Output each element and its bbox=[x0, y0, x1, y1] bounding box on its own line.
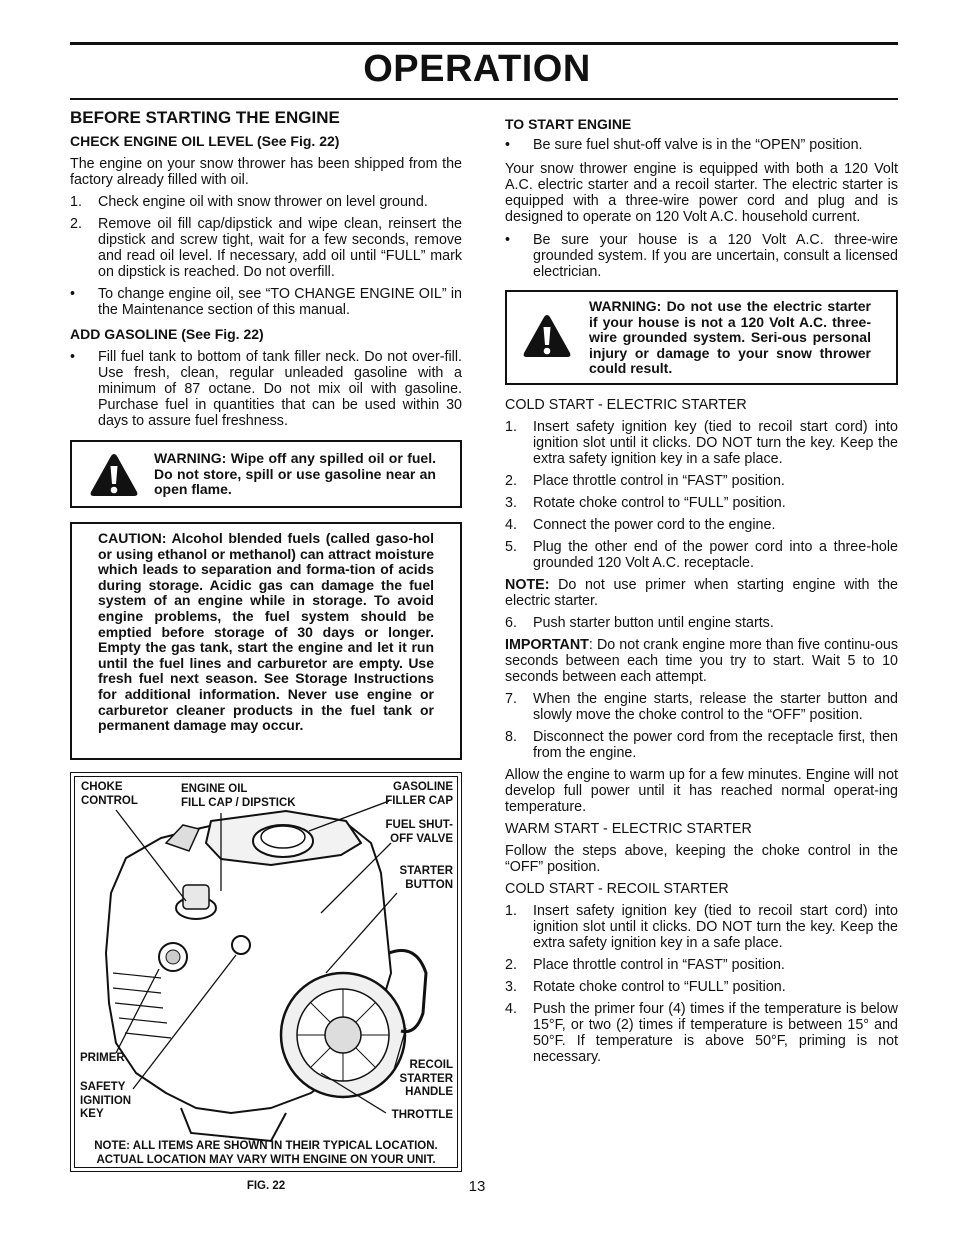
left-column bbox=[70, 110, 462, 435]
note-line: ACTUAL LOCATION MAY VARY WITH ENGINE ON YOUR UNIT. bbox=[96, 1154, 436, 1166]
caution-text: CAUTION: Alcohol blended fuels (called gaso-hol or using ethanol or methanol) can attract moisture which leads to separation and forma-tion of acids during storage. Acidic gas can damage the fuel system of an engine while in storage. To avoid engine problems, the fuel system should be emptied before storage of 30 days or longer. Empty the gas tank, start the engine and let it run until the fuel lines and carburetor are empty. Use fresh fuel next season. See Storage Instructions for additional information. Never use engine or carburetor cleaner products in the fuel tank or permanent damage may occur. bbox=[98, 530, 434, 734]
list-marker: • bbox=[70, 286, 76, 302]
page-number: 13 bbox=[468, 1178, 486, 1195]
label-choke-control bbox=[81, 781, 138, 808]
list-text: Insert safety ignition key (tied to recoil start cord) into ignition slot until it clicks. DO NOT turn the key. Keep the extra safety ignition key in a safe place. bbox=[533, 419, 898, 467]
list-text: Rotate choke control to “FULL” position. bbox=[533, 979, 786, 995]
ignition-key-shape bbox=[232, 936, 250, 954]
label-line: IGNITION bbox=[80, 1094, 132, 1107]
cold-recoil-step-3 bbox=[505, 979, 898, 995]
right-column-bottom bbox=[505, 397, 898, 1071]
list-text: Be sure fuel shut-off valve is in the “OPEN” position. bbox=[533, 137, 863, 153]
figure-note bbox=[71, 1139, 461, 1167]
fuel-valve-bullet bbox=[505, 137, 898, 153]
list-text: Rotate choke control to “FULL” position. bbox=[533, 495, 786, 511]
warning-text: WARNING: Do not use the electric starter if your house is not a 120 Volt A.C. three-wire grounded system. Seri-ous personal injury or damage to your snow thrower could result. bbox=[589, 298, 871, 377]
label-line: KEY bbox=[80, 1108, 104, 1121]
start-heading: TO START ENGINE bbox=[505, 116, 632, 132]
title-underline bbox=[70, 98, 898, 100]
list-marker: 3. bbox=[505, 979, 517, 995]
cold-electric-step-8 bbox=[505, 729, 898, 761]
label-line: OFF VALVE bbox=[390, 832, 453, 845]
label-line: FILLER CAP bbox=[385, 794, 453, 807]
figure-caption: FIG. 22 bbox=[246, 1180, 286, 1192]
warning-triangle-icon bbox=[521, 312, 573, 360]
label-line: FILL CAP / DIPSTICK bbox=[181, 796, 296, 809]
list-marker: 2. bbox=[70, 216, 82, 232]
list-marker: 5. bbox=[505, 539, 517, 555]
list-marker: 8. bbox=[505, 729, 517, 745]
list-marker: • bbox=[70, 349, 76, 365]
important-label: IMPORTANT bbox=[505, 637, 589, 653]
oil-heading: CHECK ENGINE OIL LEVEL (See Fig. 22) bbox=[70, 133, 340, 149]
label-line: STARTER bbox=[399, 865, 453, 877]
label-line: CONTROL bbox=[81, 794, 138, 807]
cold-recoil-step-2 bbox=[505, 957, 898, 973]
warning-box-fuel bbox=[70, 440, 462, 508]
list-text: Remove oil fill cap/dipstick and wipe clean, reinsert the dipstick and screw tight, wait for a few seconds, remove and read oil level. If necessary, add oil until “FULL” mark on dipstick is reached. Do not overfill. bbox=[98, 216, 462, 280]
list-text: Place throttle control in “FAST” position. bbox=[533, 957, 785, 973]
caution-box bbox=[70, 522, 462, 760]
oil-step-1 bbox=[70, 194, 462, 210]
list-text: Push the primer four (4) times if the temperature is below 15°F, or two (2) times if temperature is between 15° and 50°F. If temperature is above 50°F, priming is not necessary. bbox=[533, 1001, 898, 1065]
gas-bullet bbox=[70, 349, 462, 429]
important-text: : Do not crank engine more than five continu-ous seconds between each time you try to start. Wait 5 to 10 seconds between each attempt. bbox=[505, 637, 898, 685]
note-line: NOTE: ALL ITEMS ARE SHOWN IN THEIR TYPICAL LOCATION. bbox=[94, 1140, 438, 1152]
cold-electric-step-4 bbox=[505, 517, 898, 533]
figure-22-box bbox=[70, 772, 462, 1172]
list-text: Be sure your house is a 120 Volt A.C. three-wire grounded system. If you are uncertain, consult a licensed electrician. bbox=[533, 232, 898, 280]
warm-heading: WARM START - ELECTRIC STARTER bbox=[505, 821, 752, 837]
list-text: Check engine oil with snow thrower on level ground. bbox=[98, 194, 428, 210]
warning-box-electric bbox=[505, 290, 898, 385]
list-text: When the engine starts, release the starter button and slowly move the choke control to the “OFF” position. bbox=[533, 691, 898, 723]
warmup-text: Allow the engine to warm up for a few minutes. Engine will not develop full power until it has reached normal operat-ing temperature. bbox=[505, 767, 898, 815]
right-column-top bbox=[505, 116, 898, 286]
warning-triangle-icon bbox=[88, 451, 140, 499]
list-marker: 4. bbox=[505, 517, 517, 533]
important-note bbox=[505, 637, 898, 685]
label-primer: PRIMER bbox=[80, 1052, 125, 1064]
label-line: BUTTON bbox=[405, 878, 453, 891]
list-marker: 1. bbox=[505, 419, 517, 435]
list-text: Connect the power cord to the engine. bbox=[533, 517, 776, 533]
label-line: FUEL SHUT- bbox=[385, 819, 453, 831]
label-line: STARTER bbox=[399, 1072, 453, 1085]
primer-note bbox=[505, 577, 898, 609]
list-marker: 1. bbox=[70, 194, 82, 210]
cold-recoil-step-1 bbox=[505, 903, 898, 951]
section-title: BEFORE STARTING THE ENGINE bbox=[70, 108, 340, 127]
list-marker: 1. bbox=[505, 903, 517, 919]
list-text: Push starter button until engine starts. bbox=[533, 615, 774, 631]
cold-recoil-heading: COLD START - RECOIL STARTER bbox=[505, 881, 729, 897]
list-marker: 7. bbox=[505, 691, 517, 707]
list-text: Fill fuel tank to bottom of tank filler neck. Do not over-fill. Use fresh, clean, regular unleaded gasoline with a minimum of 87 octane. Do not mix oil with gasoline. Purchase fuel in quantities that can be used within 30 days to assure fuel freshness. bbox=[98, 349, 462, 429]
label-recoil-starter-handle bbox=[400, 1059, 453, 1100]
oil-change-bullet bbox=[70, 286, 462, 318]
note-text: Do not use primer when starting engine with the electric starter. bbox=[505, 577, 898, 609]
label-starter-button bbox=[400, 865, 453, 892]
cold-recoil-step-4 bbox=[505, 1001, 898, 1065]
cold-electric-step-2 bbox=[505, 473, 898, 489]
cold-electric-step-1 bbox=[505, 419, 898, 467]
list-marker: 2. bbox=[505, 957, 517, 973]
label-line: CHOKE bbox=[81, 781, 123, 793]
top-rule bbox=[70, 42, 898, 45]
label-line: ENGINE OIL bbox=[181, 783, 248, 795]
label-gasoline-filler-cap bbox=[385, 781, 453, 808]
label-line: GASOLINE bbox=[392, 781, 453, 793]
list-marker: 3. bbox=[505, 495, 517, 511]
gas-heading: ADD GASOLINE (See Fig. 22) bbox=[70, 326, 264, 342]
house-bullet bbox=[505, 232, 898, 280]
label-engine-oil bbox=[181, 783, 296, 810]
list-text: Place throttle control in “FAST” position. bbox=[533, 473, 785, 489]
oil-step-2 bbox=[70, 216, 462, 280]
list-marker: • bbox=[505, 137, 511, 153]
list-text: To change engine oil, see “TO CHANGE ENGINE OIL” in the Maintenance section of this manual. bbox=[98, 286, 462, 318]
cold-electric-step-7 bbox=[505, 691, 898, 723]
label-line: HANDLE bbox=[405, 1086, 453, 1099]
list-marker: • bbox=[505, 232, 511, 248]
cold-electric-step-3 bbox=[505, 495, 898, 511]
label-fuel-shutoff-valve bbox=[385, 819, 453, 846]
warning-text: WARNING: Wipe off any spilled oil or fuel. Do not store, spill or use gasoline near an open flame. bbox=[154, 450, 436, 498]
page-title: OPERATION bbox=[363, 48, 591, 90]
warm-text: Follow the steps above, keeping the choke control in the “OFF” position. bbox=[505, 843, 898, 875]
list-text: Plug the other end of the power cord into a three-hole grounded 120 Volt A.C. receptacle. bbox=[533, 539, 898, 571]
label-throttle: THROTTLE bbox=[391, 1109, 453, 1121]
note-label: NOTE: bbox=[505, 577, 550, 593]
cold-electric-step-6 bbox=[505, 615, 898, 631]
cold-electric-step-5 bbox=[505, 539, 898, 571]
label-line: SAFETY bbox=[80, 1081, 126, 1093]
label-line: RECOIL bbox=[409, 1059, 453, 1071]
list-text: Disconnect the power cord from the receptacle first, then from the engine. bbox=[533, 729, 898, 761]
oil-intro: The engine on your snow thrower has been shipped from the factory already filled with oil. bbox=[70, 156, 462, 188]
cold-electric-heading: COLD START - ELECTRIC STARTER bbox=[505, 397, 747, 413]
label-safety-ignition-key bbox=[80, 1081, 131, 1122]
starter-intro: Your snow thrower engine is equipped with both a 120 Volt A.C. electric starter and a recoil starter. The electric starter is equipped with a three-wire power cord and plug and is designed to operate on 120 Volt A.C. household current. bbox=[505, 161, 898, 225]
list-marker: 2. bbox=[505, 473, 517, 489]
list-text: Insert safety ignition key (tied to recoil start cord) into ignition slot until it clicks. DO NOT turn the key. Keep the extra safety ignition key in a safe place. bbox=[533, 903, 898, 951]
list-marker: 6. bbox=[505, 615, 517, 631]
list-marker: 4. bbox=[505, 1001, 517, 1017]
